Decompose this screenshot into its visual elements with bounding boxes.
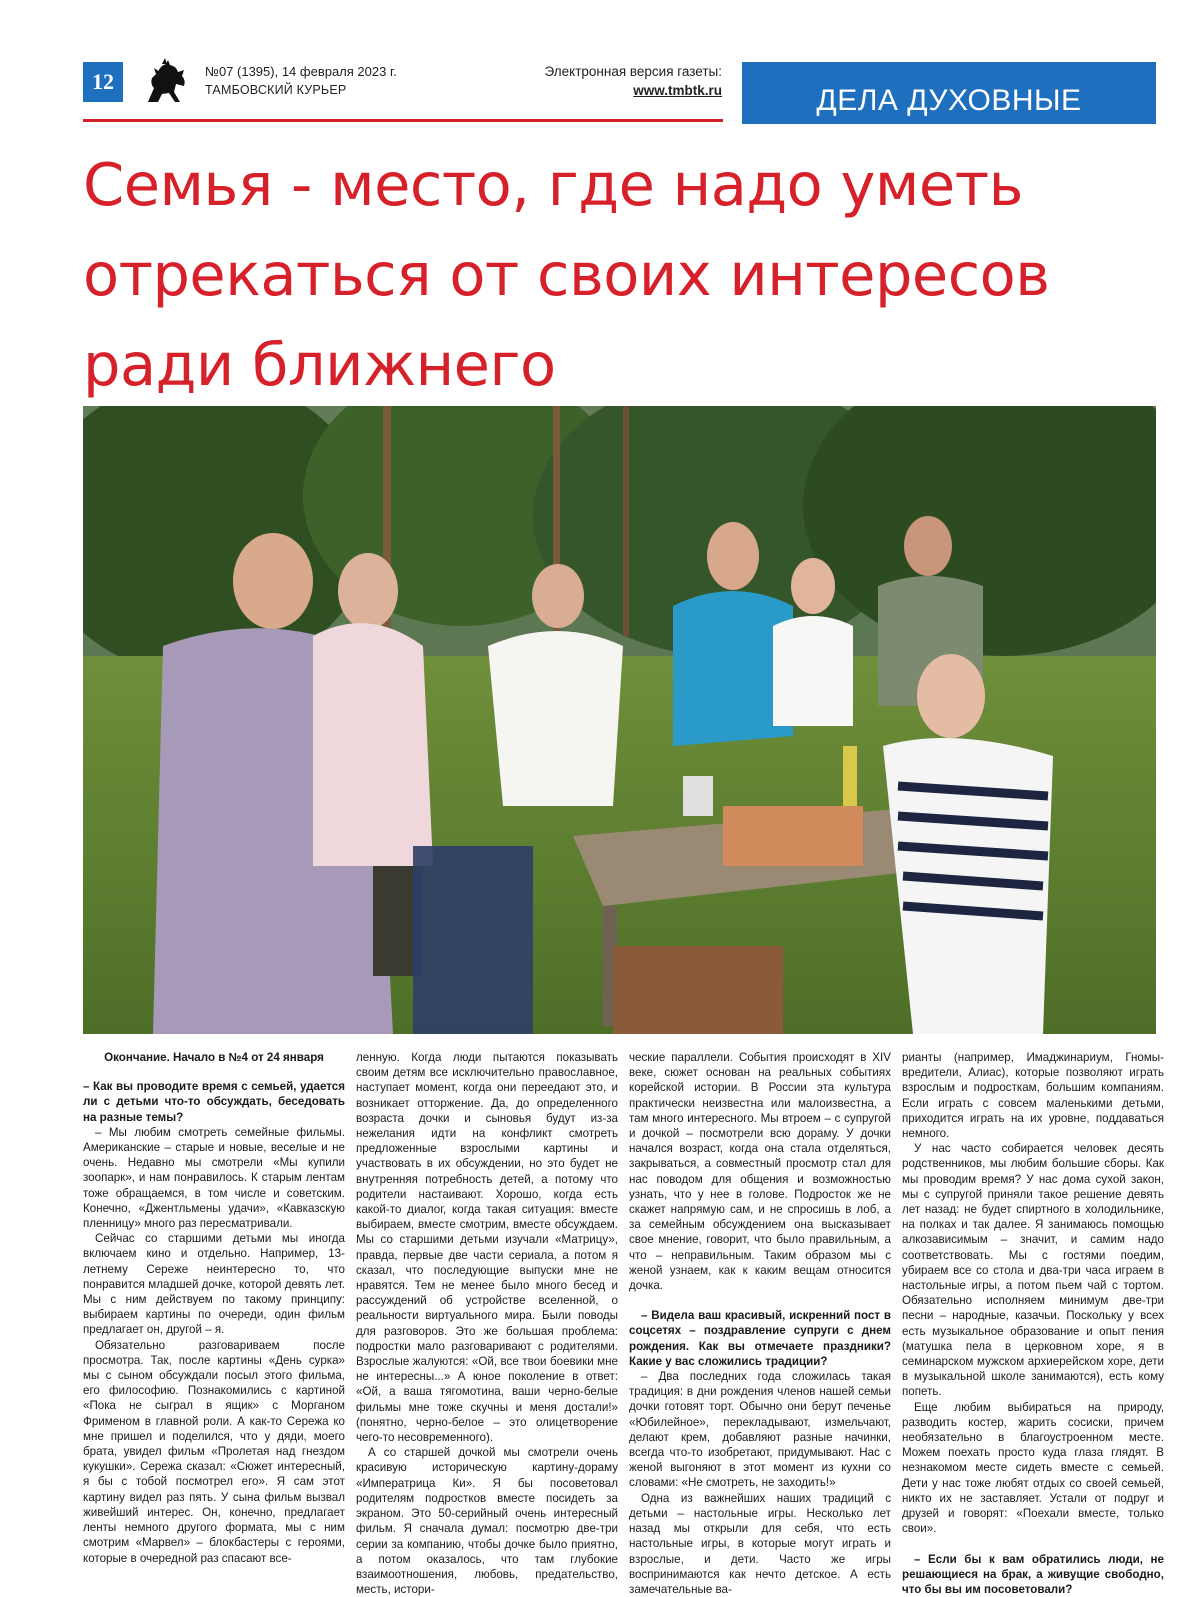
interview-question: – Видела ваш красивый, искренний пост в соцсетях – поздравление супруги с днем рождения. Как вы отмечаете праздники? Какие у вас сложились традиции? bbox=[629, 1308, 891, 1369]
paragraph: Сейчас со старшими детьми мы иногда включаем кино и отдельно. Например, 13-летнему Сереже неинтересно то, что понравится младшей дочке, которой девять лет. Мы с ним действуем по такому принципу: выбираем картины по очереди, один фильм предлагает он, другой – я. bbox=[83, 1231, 345, 1337]
paragraph: Еще любим выбираться на природу, разводить костер, жарить сосиски, причем необязательно в благоустроенном месте. Можем поехать просто куда глаза глядят. В незнакомом месте сидеть вместе с семьей. Дети у нас тоже любят отдых со своей семьей, никто их не заставляет. Устали от подруг и друзей и говорят: «Поехали вместе, только свои». bbox=[902, 1400, 1164, 1537]
page-number: 12 bbox=[83, 62, 123, 102]
article-column-2 bbox=[356, 1050, 618, 1597]
paragraph: А со старшей дочкой мы смотрели очень красивую историческую картину-дораму «Императрица Ки». Я бы посоветовал родителям подростков вместе посидеть за экраном. Это 50-серийный очень интересный фильм. Я сначала думал: посмотрю две-три серии за компанию, чтобы дочке было приятно, а потом оказалось, что там глубокие взаимоотношения, любовь, предательство, месть, истори- bbox=[356, 1445, 618, 1597]
article-column-1 bbox=[83, 1050, 345, 1566]
paragraph: У нас часто собирается человек десять родственников, мы любим большие сборы. Как мы проводим время? У нас дома сухой закон, мы с супругой приняли такое решение девять лет назад: не будет спиртного в холодильнике, на полках и так далее. Я занимаюсь помощью алкозависимым – значит, и самим надо соответствовать. Мы с гостями поедим, убираем все со стола и два-три часа играем в настольные игры, а потом пьем чай с тортом. Обязательно исполняем минимум две-три песни – народные, казачьи. Поскольку у всех есть музыкальное образование и опыт пения (матушка пела в церковном хоре, я в семинарском мужском архиерейском хоре, дети в музыкальной школе занимаются), есть кому попеть. bbox=[902, 1141, 1164, 1399]
paragraph: ческие параллели. События происходят в XIV веке, сюжет основан на реальных событиях корейской истории. В России эта культура практически неизвестна или малоизвестна, а там много интересного. Мы втроем – с супругой и дочкой – посмотрели всю дораму. У дочки начался возраст, когда она стала отделяться, закрываться, а совместный просмотр стал для нас поводом для общения и возможностью узнать, что у нее в голове. Подросток же не скажет напрямую сам, и не спросишь в лоб, а за семейным обсуждением она высказывает свое мнение, говорит, что было правильным, а что – неправильным. Таким образом мы с женой узнаем, как к каким вещам относится дочка. bbox=[629, 1050, 891, 1293]
section-title: ДЕЛА ДУХОВНЫЕ bbox=[742, 62, 1156, 124]
site-link[interactable]: www.tmbtk.ru bbox=[470, 81, 722, 100]
paragraph: – Мы любим смотреть семейные фильмы. Американские – старые и новые, веселые и не очень. Недавно мы смотрели «Мы купили зоопарк», и нам понравилось. К старым лентам тоже обращаемся, в том числе и советским. Конечно, «Джентльмены удачи», «Кавказскую пленницу» много раз пересматривали. bbox=[83, 1125, 345, 1231]
horse-rider-logo-icon bbox=[140, 58, 190, 106]
paragraph: Одна из важнейших наших традиций с детьми – настольные игры. Несколько лет назад мы открыли для себя, что есть настольные игры, в которые могут играть и взрослые, и дети. Часто же игры воспринимаются как нечто детское. А есть замечательные ва- bbox=[629, 1491, 891, 1597]
issue-line: №07 (1395), 14 февраля 2023 г. bbox=[205, 62, 397, 81]
header-divider bbox=[83, 119, 723, 122]
family-outdoor-picnic-photo bbox=[83, 406, 1156, 1034]
article-column-4 bbox=[902, 1050, 1164, 1597]
electronic-version bbox=[470, 62, 722, 100]
interview-question: – Если бы к вам обратились люди, не решающиеся на брак, а живущие свободно, что бы вы им посоветовали? bbox=[902, 1552, 1164, 1597]
paragraph: – Два последних года сложилась такая традиция: в дни рождения членов нашей семьи дочки готовят торт. Обычно они берут печенье «Юбилейное», перекладывают, измельчают, делают крем, добавляют разные начинки, всегда что-то изобретают, придумывают. Нас с женой выгоняют в этот момент из кухни со словами: «Не смотреть, не заходить!» bbox=[629, 1369, 891, 1491]
electronic-label: Электронная версия газеты: bbox=[470, 62, 722, 81]
interview-question: – Как вы проводите время с семьей, удается ли с детьми что-то обсуждать, беседовать на разные темы? bbox=[83, 1079, 345, 1125]
issue-info bbox=[205, 62, 397, 100]
article-column-3 bbox=[629, 1050, 891, 1597]
paragraph: рианты (например, Имаджинариум, Гномы-вредители, Алиас), которые позволяют играть взрослым и подросткам, большим компаниям. Если играть с совсем маленькими детьми, приходится играть на их уровне, поддаваться немного. bbox=[902, 1050, 1164, 1141]
paper-name: ТАМБОВСКИЙ КУРЬЕР bbox=[205, 81, 397, 100]
continuation-note: Окончание. Начало в №4 от 24 января bbox=[83, 1050, 345, 1065]
article-headline: Семья - место, где надо уметь отрекаться от своих интересов ради ближнего bbox=[83, 140, 1163, 410]
paragraph: Обязательно разговариваем после просмотра. Так, после картины «День сурка» мы с сыном обсуждали посыл этого фильма, его философию. Познакомились с картиной «Пока не сыграл в ящик» с Морганом Фрименом в главной роли. А как-то Сережа ко мне пришел и поделился, что у дяди, моего брата, увидел фильм «Пролетая над гнездом кукушки». Сережа сказал: «Сюжет интересный, я бы с тобой посмотрел его». Я сам этот картину видел раз пять. У сына фильм вызвал живейший интерес. Он, конечно, предлагает ленты немного другого формата, мы с ним смотрим «Марвел» – блокбастеры с героями, которые в очередной раз спасают все- bbox=[83, 1338, 345, 1566]
paragraph: ленную. Когда люди пытаются показывать своим детям все исключительно православное, наступает момент, когда они переедают это, и возникает отторжение. Да, до определенного возраста дочки и сыновья будут из-за нежелания идти на конфликт смотреть предложенные взрослыми картины и участвовать в их обсуждении, но это будет не внутренняя потребность детей, а потому что родители настаивают. Хорошо, когда есть какой-то диалог, когда такая ситуация: вместе выбираем, вместе смотрим, вместе обсуждаем. Мы со старшими детьми изучали «Матрицу», правда, первые две части сериала, а потом я сказал, что последующие выпуски мне не нравятся. Тем не менее было много бесед и рассуждений об устройстве вселенной, о реальности виртуального мира. Были поводы для разговоров. Это же большая проблема: подростки мало разговаривают с родителями. Взрослые жалуются: «Ой, все твои боевики мне не интересны...» А юное поколение в ответ: «Ой, а ваша тягомотина, ваши черно-белые фильмы мне тоже скучны и меня достали!» (понятно, черно-белое – это олицетворение чего-то несовременного). bbox=[356, 1050, 618, 1445]
